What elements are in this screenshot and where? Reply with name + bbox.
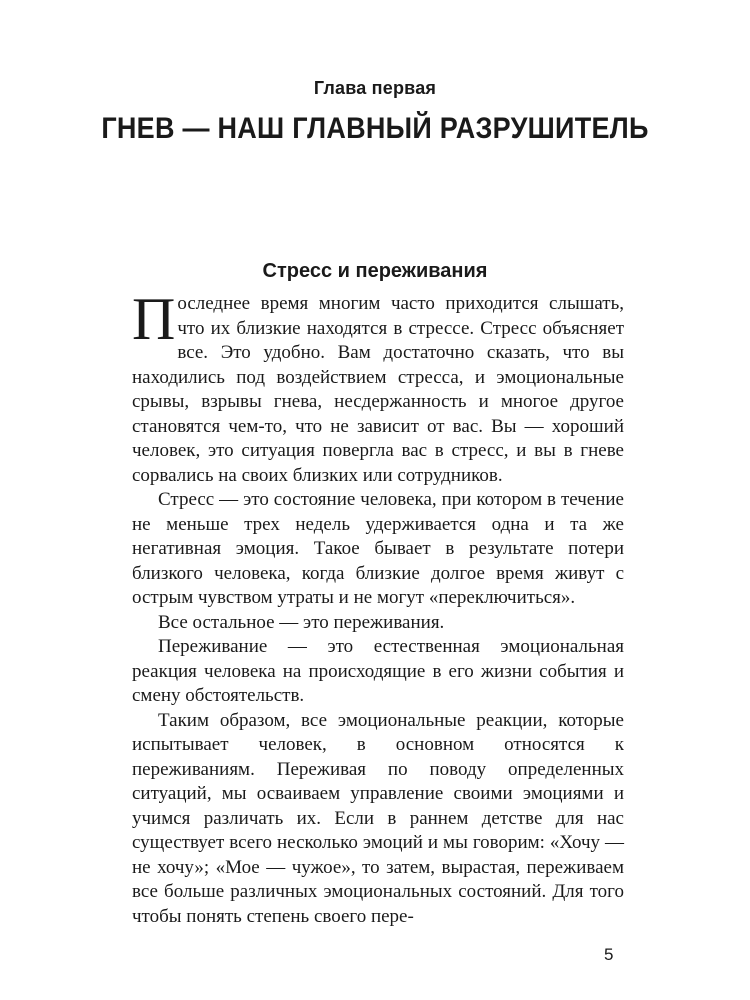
body-text [132,286,624,929]
chapter-label: Глава первая [313,78,437,98]
paragraph-1-text: оследнее время многим часто приходится слышать, что их близкие находятся в стрессе. Стресс объясняет все. Это удобно. Вам достаточно сказать, что вы находились под воздействием стресса, и эмоциональные срывы, взрывы гнева, несдержанность и многое другое становятся чем-то, что не зависит от вас. Вы — хороший человек, это ситуация повергла вас в стресс, и вы в гневе сорвались на своих близких или сотрудников. [132,293,624,486]
paragraph-2: Стресс — это состояние человека, при котором в течение не меньше трех недель удерживается одна и та же негативная эмоция. Такое бывает в результате потери близкого человека, когда близкие долгое время живут с острым чувством утраты и не могут «переключиться». [132,489,624,608]
drop-cap: П [132,286,176,352]
paragraph-5: Таким образом, все эмоциональные реакции, которые испытывает человек, в основном относятся к переживаниям. Переживая по поводу определенных ситуаций, мы осваиваем управление своими эмоциями и учимся различать их. Если в раннем детстве для нас существует всего несколько эмоций и мы говорим: «Хочу — не хочу»; «Мое — чужое», то затем, вырастая, переживаем все больше различных эмоциональных состояний. Для того чтобы понять степень своего пере- [132,709,624,927]
paragraph-3: Все остальное — это переживания. [158,611,445,633]
section-title: Стресс и переживания [262,260,488,282]
page-number: 5 [604,945,614,964]
paragraph-4: Переживание — это естественная эмоциональная реакция человека на происходящие в его жизни события и смену обстоятельств. [132,636,624,706]
chapter-title: ГНЕВ — НАШ ГЛАВНЫЙ РАЗРУШИТЕЛЬ [101,112,649,145]
paragraph-1 [132,286,624,488]
